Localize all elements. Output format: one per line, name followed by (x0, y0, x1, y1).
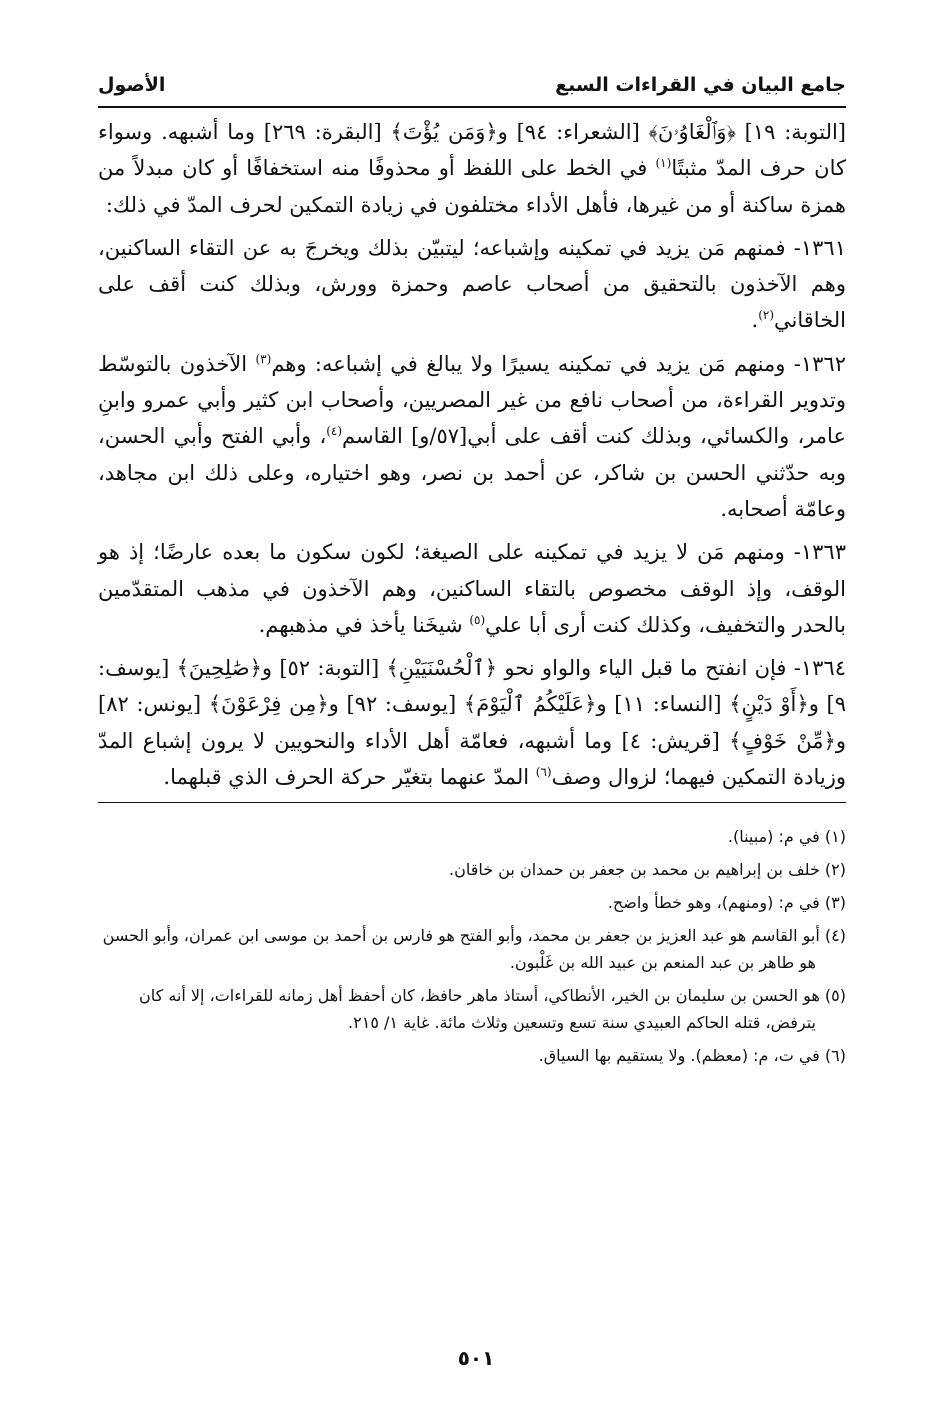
paragraph-p1362 (98, 346, 846, 527)
footnotes (98, 823, 846, 1069)
paragraph-text: في الخط على اللفظ أو محذوفًا منه استخفافًا أو كان مبدلاً من همزة ساكنة أو من غيرها، فأهل الأداء مختلفون في زيادة التمكين لحرف المدّ في ذلك: (98, 156, 846, 217)
running-header (98, 66, 846, 106)
footnote-1: (١) في م: (مبينا). (727, 827, 846, 847)
header-rule (98, 106, 846, 108)
page-number: ٥٠١ (457, 1346, 495, 1370)
paragraph-text: ، وأبي الفتح وأبي الحسن، وبه حدّثني الحسن بن شاكر، عن أحمد بن نصر، وهو اختياره، وعلى ذلك ابن مجاهد، وعامّة أصحابه. (98, 424, 846, 521)
book-title: جامع البيان في القراءات السبع (555, 74, 846, 96)
paragraph-p1363 (98, 534, 846, 643)
footnote-3: (٣) في م: (ومنهم)، وهو خطأ واضح. (607, 893, 846, 913)
paragraph-text: ١٣٦١- فمنهم مَن يزيد في تمكينه وإشباعه؛ ليتبيّن بذلك ويخرجَ به عن التقاء الساكنين، وهم الآخذون بالتحقيق من أصحاب عاصم وحمزة وورش، وبذلك كنت أقف على الخاقاني (98, 235, 846, 333)
paragraph-text: المدّ عنهما بتغيّر حركة الحرف الذي قبلهما. (163, 765, 536, 790)
footnote-5: (٥) هو الحسن بن سليمان بن الخير، الأنطاكي، أستاذ ماهر حافظ، كان أحفظ أهل زمانه للقراءات، إلا أنه كان يترفض، قتله الحاكم العبيدي سنة تسع وتسعين وثلاث مائة. غاية ١/ ٢١٥. (139, 986, 846, 1033)
footnote-ref: (٣) (255, 351, 272, 366)
footnote-ref: (٤) (326, 424, 343, 439)
footnote-ref: (٢) (758, 308, 775, 323)
footnote-2: (٢) خلف بن إبراهيم بن محمد بن جعفر بن حمدان بن خاقان. (449, 860, 846, 880)
paragraph-p1361 (98, 230, 846, 339)
footnote-ref: (٥) (469, 612, 486, 627)
paragraph-text: شيخَنا يأخذ في مذهبهم. (258, 612, 470, 637)
paragraph-p1364 (98, 650, 846, 795)
footnote-4: (٤) أبو القاسم هو عبد العزيز بن جعفر بن محمد، وأبو الفتح هو فارس بن أحمد بن موسى ابن عمران، وأبو الحسن هو طاهر بن عبد المنعم بن عبيد الله بن غَلْبون. (102, 926, 846, 973)
paragraph-text: ١٣٦٣- ومنهم مَن لا يزيد في تمكينه على الصيغة؛ لكون سكون ما بعده عارضًا؛ إذ هو الوقف، وإذ الوقف مخصوص بالتقاء الساكنين، وهم الآخذون في مذهب المتقدّمين بالحدر والتخفيف، وكذلك كنت أرى أبا علي (98, 540, 846, 637)
footnote-ref: (١) (655, 156, 672, 171)
main-text (98, 114, 846, 795)
footnote-6: (٦) في ت، م: (معظم). ولا يستقيم بها السياق. (538, 1046, 846, 1066)
footnote-separator (98, 802, 846, 803)
paragraph-cont (98, 114, 846, 223)
section-title: الأصول (98, 74, 166, 96)
paragraph-text: . (751, 308, 759, 333)
paragraph-text: [التوبة: ١٩] ﴿وَٱلْغَاوُۥنَ﴾ [الشعراء: ٩٤] و﴿وَمَن يُؤْتَ﴾ [البقرة: ٢٦٩] وما أشبهه. وسواء كان حرف المدّ مثبتًا (98, 120, 846, 181)
footnote-ref: (٦) (535, 765, 552, 780)
paragraph-text: ١٣٦٢- ومنهم مَن يزيد في تمكينه يسيرًا ولا يبالغ في إشباعه: وهم (271, 351, 846, 376)
paragraph-text: الآخذون بالتوسّط وتدوير القراءة، من أصحاب نافع من غير المصريين، وأصحاب ابن كثير وأبي عمرو وابنِ عامر، والكسائي، وبذلك كنت أقف على أبي[٥٧/و] القاسم (98, 351, 846, 449)
page (98, 66, 846, 1075)
paragraph-text: ١٣٦٤- فإن انفتح ما قبل الياء والواو نحو ﴿ٱلْحُسْنَيَيْنِ﴾ [التوبة: ٥٢] و﴿صَٰلِحِينَ﴾ [يوسف: ٩] و﴿أَوْ دَيْنٍ﴾ [النساء: ١١] و﴿عَلَيْكُمُ ٱلْيَوْمَ﴾ [يوسف: ٩٢] و﴿مِن فِرْعَوْنَ﴾ [يونس: ٨٢] و﴿مِّنْ خَوْفٍ﴾ [قريش: ٤] وما أشبهه، فعامّة أهل الأداء والنحويين لا يرون إشباع المدّ وزيادة التمكين فيهما؛ لزوال وصف (98, 656, 846, 790)
